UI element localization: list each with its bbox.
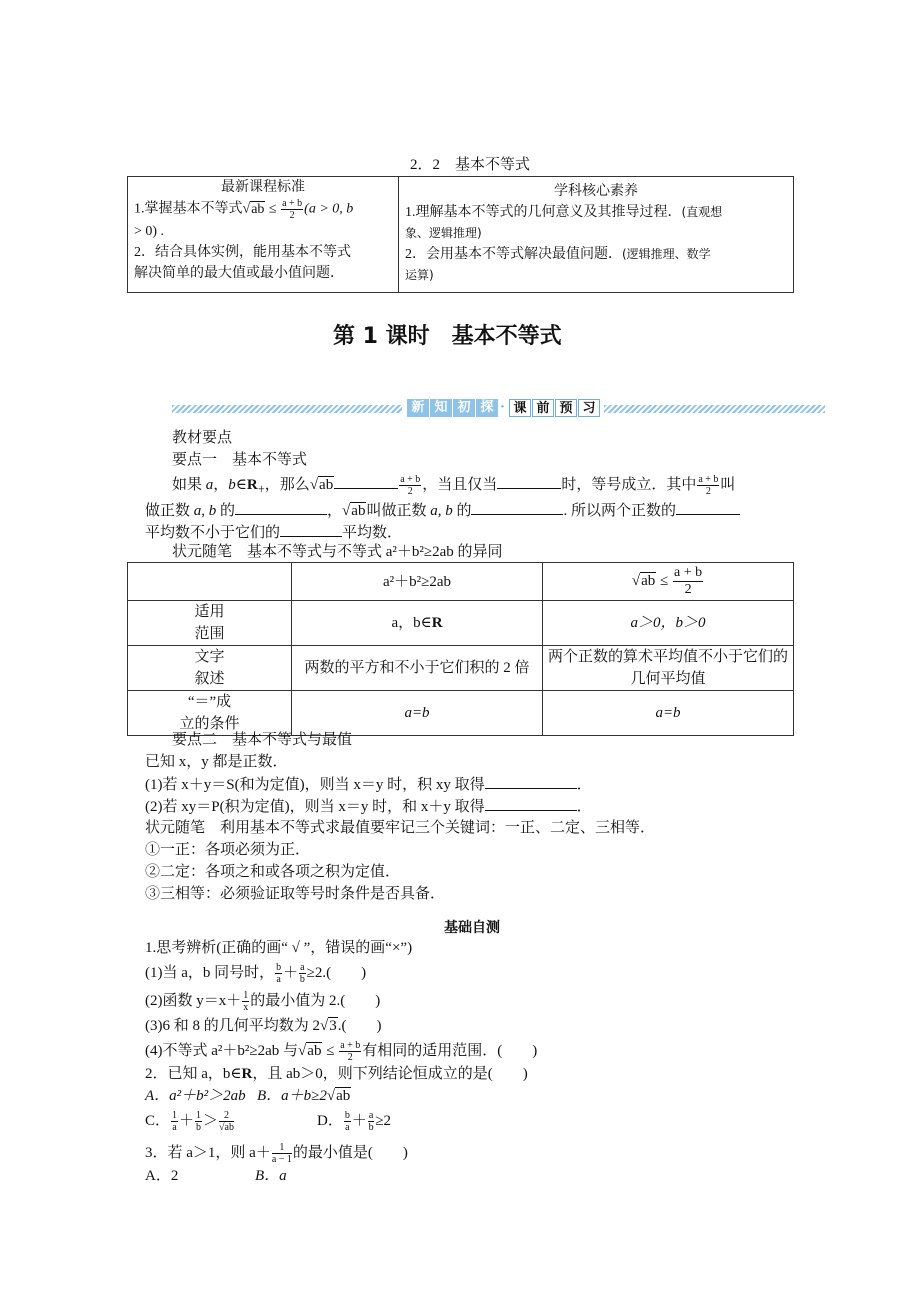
standard-1-cont: > 0) .: [134, 224, 165, 239]
row-label-statement: 文字 叙述: [128, 646, 292, 691]
equality-1: a=b: [292, 691, 543, 736]
row-label-equality: “＝”成 立的条件: [128, 691, 292, 736]
standards-table: [127, 176, 794, 293]
banner-preview: 课 前 预 习: [509, 399, 601, 417]
statement-2: 两个正数的算术平均值不小于它们的几何平均值: [543, 646, 794, 691]
note-2-item: ②二定：各项之和或各项之积为定值．: [145, 864, 401, 880]
standard-1: 1.掌握基本不等式√ab ≤ $\frac{a + b}{2}$ (a > 0, b: [134, 198, 354, 221]
col-header-2: √ab ≤ $\frac{a + b}{2}$: [543, 563, 794, 601]
question-3: 3．若 a＞1，则 a＋ $\frac{1}{a - 1}$ 的最小值是( ): [145, 1142, 408, 1165]
scope-2: a＞0，b＞0: [543, 601, 794, 646]
banner-stripe-left: [172, 405, 402, 413]
banner-new-knowledge: 新 知 初 探: [407, 399, 499, 417]
standard-2-cont: 解决简单的最大值或最小值问题．: [134, 266, 344, 281]
literacy-1: 1.理解基本不等式的几何意义及其推导过程．(直观想: [405, 205, 723, 220]
scope-1: a，b∈R: [292, 601, 543, 646]
statement-1: 两数的平方和不小于它们积的 2 倍: [292, 646, 543, 691]
header-curriculum-standards: 最新课程标准: [221, 180, 305, 195]
literacy-2: 2．会用基本不等式解决最值问题．(逻辑推理、数学: [405, 247, 711, 262]
kp2-line3: (2)若 xy＝P(积为定值)，则当 x＝y 时，和 x＋y 取得 ．: [145, 796, 592, 817]
self-test-title: 基础自测: [444, 920, 500, 936]
blank-3[interactable]: [235, 500, 327, 515]
question-1-3: (3)6 和 8 的几何平均数为 2√3.( ): [145, 1018, 382, 1034]
header-core-literacy: 学科核心素养: [554, 184, 638, 199]
note-2-item: ③三相等：必须验证取等号时条件是否具备．: [145, 886, 446, 902]
lesson-title: 第 1 课时 基本不等式: [333, 324, 562, 349]
banner-stripe-right: [604, 405, 825, 413]
literacy-1-tag: 象、逻辑推理): [405, 226, 482, 240]
kp1-title: 要点一 基本不等式: [172, 452, 308, 468]
blank-5[interactable]: [676, 500, 740, 515]
option-3a[interactable]: A．2: [145, 1168, 179, 1184]
core-literacy-cell: [399, 177, 794, 293]
standard-2: 2．结合具体实例，能用基本不等式: [134, 245, 351, 260]
kp2-title: 要点二 基本不等式与最值: [172, 732, 353, 748]
note-1: 状元随笔 基本不等式与不等式 a²＋b²≥2ab 的异同: [172, 544, 503, 560]
question-1: 1.思考辨析(正确的画“ √ ”，错误的画“×”): [145, 940, 413, 956]
blank-1[interactable]: [334, 474, 398, 489]
comparison-table: [127, 562, 794, 736]
option-2a[interactable]: A．a²＋b²＞2ab: [145, 1088, 246, 1104]
note-2-item: ①一正：各项必须为正．: [145, 842, 311, 858]
option-2c[interactable]: C． $\frac{1}{a}$ ＋ $\frac{1}{b}$ ＞ $\frac{2}{√ab}$: [145, 1110, 234, 1133]
literacy-2-tag: 运算): [405, 268, 434, 282]
blank-4[interactable]: [471, 500, 563, 515]
note-2: 状元随笔 利用基本不等式求最值要牢记三个关键词：一正、二定、三相等．: [145, 820, 656, 836]
section-banner: [172, 398, 825, 420]
kp1-line3: 平均数不小于它们的 平均数．: [145, 522, 402, 543]
kp2-line1: 已知 x，y 都是正数．: [145, 754, 288, 770]
kp-title: 教材要点: [172, 430, 233, 446]
option-2b[interactable]: B．a＋b≥2√ab: [257, 1088, 351, 1104]
section-heading: 2．2 基本不等式: [410, 157, 531, 173]
col-header-1: a²＋b²≥2ab: [292, 563, 543, 601]
kp1-line1: 如果 a，$b\in R_+$，那么√ab $\frac{a + b}{2}$ ，当且仅当 时，等号成立．其中 $\frac{a + b}{2}$ 叫: [172, 474, 736, 498]
row-label-scope: 适用 范围: [128, 601, 292, 646]
question-2: 2．已知 a，b∈R，且 ab＞0，则下列结论恒成立的是( ): [145, 1066, 528, 1082]
curriculum-standards-cell: [128, 177, 399, 293]
blank-8[interactable]: [485, 796, 577, 811]
kp1-line2: 做正数 a, b 的 ，√ab叫做正数 a, b 的 . 所以两个正数的: [145, 500, 740, 521]
question-1-2: (2)函数 y＝x＋ $\frac{1}{x}$ 的最小值为 2.( ): [145, 990, 381, 1013]
question-1-1: (1)当 a，b 同号时， $\frac{b}{a}$ ＋ $\frac{a}{b}$ ≥2.( ): [145, 962, 367, 985]
blank-2[interactable]: [497, 474, 561, 489]
banner-dot: ·: [500, 399, 506, 415]
option-3b[interactable]: B．a: [255, 1168, 287, 1184]
blank-6[interactable]: [280, 522, 342, 537]
question-1-4: (4)不等式 a²＋b²≥2ab 与√ab ≤ $\frac{a + b}{2}$ 有相同的适用范围．( ): [145, 1040, 538, 1063]
blank-7[interactable]: [485, 774, 577, 789]
option-2d[interactable]: D． $\frac{b}{a}$ ＋ $\frac{a}{b}$ ≥2: [317, 1110, 392, 1133]
kp2-line2: (1)若 x＋y＝S(和为定值)，则当 x＝y 时，积 xy 取得 ．: [145, 774, 592, 795]
equality-2: a=b: [543, 691, 794, 736]
